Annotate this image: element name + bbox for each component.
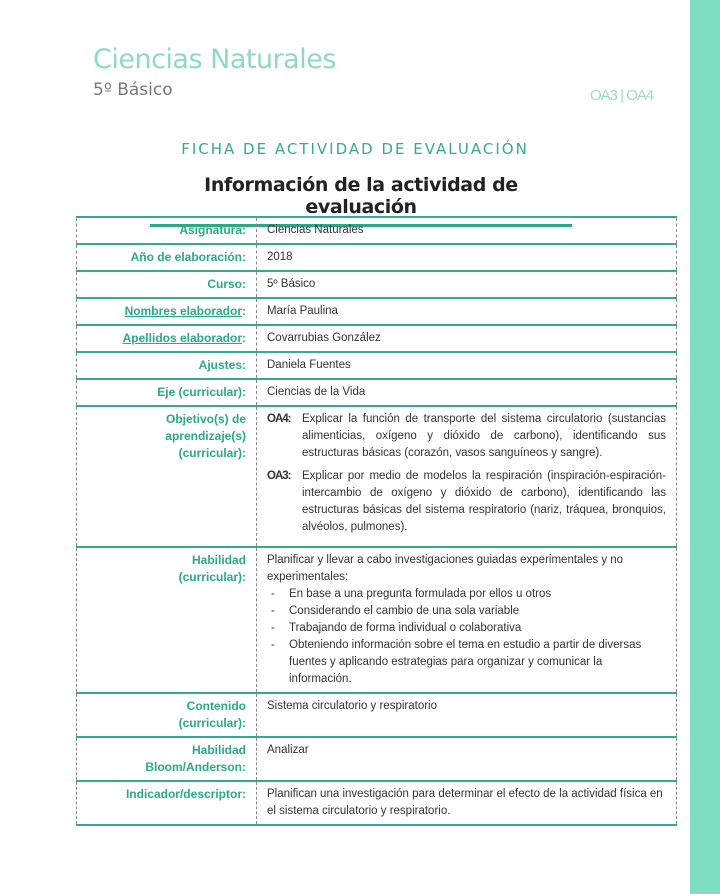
row-value	[257, 406, 677, 547]
oa-item	[267, 411, 666, 462]
oa-text: Explicar por medio de modelos la respiración (inspiración-espiración-intercambio de oxígeno y dióxido de carbono), identificando las estructuras básicas del sistema respiratorio (nariz, tráquea, bronquios, alvéolos, pulmones).	[302, 470, 666, 533]
ficha-heading: FICHA DE ACTIVIDAD DE EVALUACIÓN	[181, 140, 529, 158]
row-value: 5º Básico	[257, 271, 677, 298]
table-row	[77, 352, 677, 379]
table-row	[77, 271, 677, 298]
list-item: - En base a una pregunta formulada por ellos u otros	[267, 586, 666, 603]
row-value: Planifican una investigación para determinar el efecto de la actividad física en el sistema circulatorio y respiratorio.	[257, 781, 677, 825]
table-row-habilidad	[77, 547, 677, 693]
label-line: Bloom/Anderson:	[145, 760, 246, 774]
oa-code: OA3:	[267, 470, 291, 482]
row-label	[77, 693, 257, 737]
row-value: 2018	[257, 244, 677, 271]
table-row	[77, 244, 677, 271]
row-value: Ciencias Naturales	[257, 217, 677, 244]
oa-code: OA4:	[267, 413, 291, 425]
row-value: Analizar	[257, 737, 677, 781]
label-line: aprendizaje(s)	[165, 429, 246, 443]
table-row	[77, 379, 677, 406]
list-item: - Trabajando de forma individual o colaborativa	[267, 620, 666, 637]
oa-text: Explicar la función de transporte del sistema circulatorio (sustancias alimenticias, oxígeno y dióxido de carbono), identificando sus estructuras básicas (corazón, vasos sanguíneos y sangre).	[302, 413, 666, 459]
row-label	[77, 406, 257, 547]
table-row-contenido	[77, 693, 677, 737]
table-row	[77, 325, 677, 352]
label-line: Objetivo(s) de	[165, 412, 246, 426]
row-label: Nombres elaborador:	[77, 298, 257, 325]
row-value: Daniela Fuentes	[257, 352, 677, 379]
oa-item	[267, 468, 666, 536]
oa-codes: OA3 | OA4	[590, 87, 654, 104]
nombres-link[interactable]: Nombres elaborador	[124, 304, 242, 318]
label-line: (curricular):	[178, 446, 246, 460]
row-value: María Paulina	[257, 298, 677, 325]
table-row	[77, 217, 677, 244]
row-label	[77, 547, 257, 693]
row-value: Sistema circulatorio y respiratorio	[257, 693, 677, 737]
subject-title: Ciencias Naturales	[93, 44, 336, 75]
list-item: - Obteniendo información sobre el tema en estudio a partir de diversas fuentes y aplicando estrategias para organizar y comunicar la información.	[267, 637, 666, 688]
activity-table	[76, 216, 677, 826]
habilidad-list	[267, 586, 666, 688]
label-line: Habilidad	[191, 743, 246, 757]
info-title: Información de la actividad de evaluación	[150, 174, 572, 227]
habilidad-intro: Planificar y llevar a cabo investigaciones guiadas experimentales y no experimentales:	[267, 554, 624, 583]
row-value: Covarrubias González	[257, 325, 677, 352]
row-label: Indicador/descriptor:	[77, 781, 257, 825]
label-line: (curricular):	[178, 570, 246, 584]
table-row	[77, 298, 677, 325]
row-label: Eje (curricular):	[77, 379, 257, 406]
row-value: Ciencias de la Vida	[257, 379, 677, 406]
apellidos-link[interactable]: Apellidos elaborador	[122, 331, 242, 345]
row-label: Año de elaboración:	[77, 244, 257, 271]
table-row-bloom	[77, 737, 677, 781]
row-label: Curso:	[77, 271, 257, 298]
row-label: Asignatura:	[77, 217, 257, 244]
row-label: Ajustes:	[77, 352, 257, 379]
label-line: (curricular):	[178, 716, 246, 730]
row-label	[77, 737, 257, 781]
table-row-indicador	[77, 781, 677, 825]
label-line: Contenido	[186, 699, 246, 713]
row-label: Apellidos elaborador:	[77, 325, 257, 352]
grade-label: 5º Básico	[93, 80, 173, 100]
table-row-objetivo	[77, 406, 677, 547]
side-stripe	[690, 0, 720, 894]
label-line: Habilidad	[191, 553, 246, 567]
list-item: - Considerando el cambio de una sola variable	[267, 603, 666, 620]
row-value	[257, 547, 677, 693]
